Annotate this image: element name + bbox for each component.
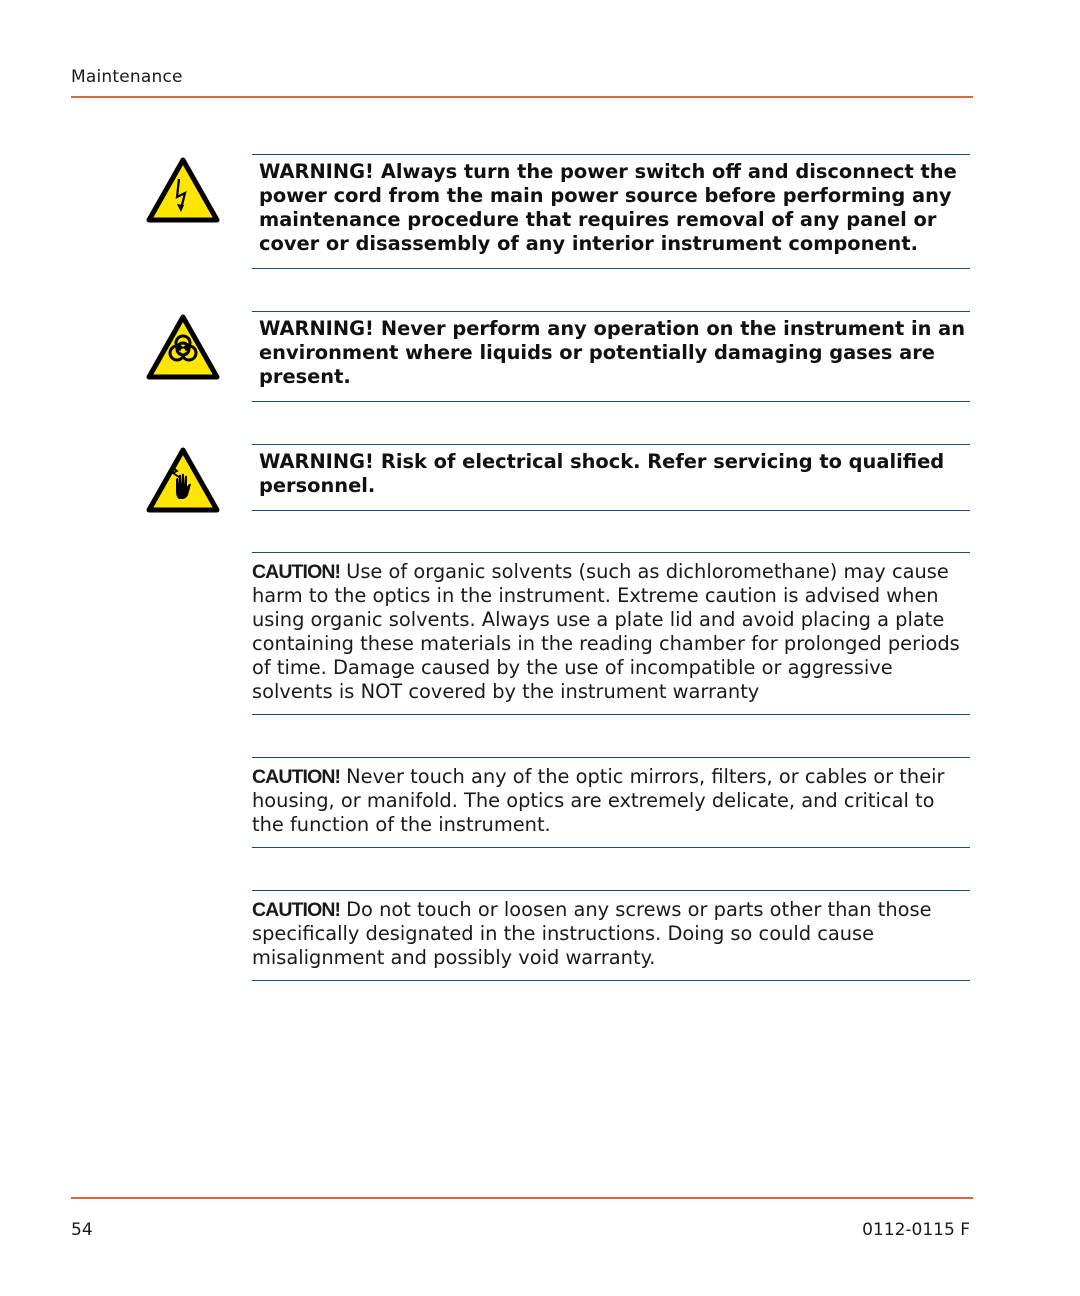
caution-label: CAUTION! xyxy=(252,766,341,788)
caution-notice xyxy=(252,757,970,848)
caution-notice xyxy=(252,552,970,715)
caution-label: CAUTION! xyxy=(252,561,341,583)
warning-notice xyxy=(252,154,970,269)
page-number: 54 xyxy=(71,1220,93,1240)
caution-text: Never touch any of the optic mirrors, filters, or cables or their housing, or manifold. The optics are extremely delicate, and critical to the function of the instrument. xyxy=(252,765,945,836)
header-rule xyxy=(71,96,973,98)
warning-label: WARNING! xyxy=(259,160,374,183)
caution-notice xyxy=(252,890,970,981)
caution-text: Use of organic solvents (such as dichloromethane) may cause harm to the optics in the instrument. Extreme caution is advised when using organic solvents. Always use a plate lid and avoid placing a plate containing these materials in the reading chamber for prolonged periods of time. Damage caused by the use of incompatible or aggressive solvents is NOT covered by the instrument warranty xyxy=(252,560,960,703)
warning-label: WARNING! xyxy=(259,450,374,473)
electrical-hazard-icon xyxy=(146,157,220,223)
warning-notice xyxy=(252,444,970,511)
document-id: 0112-0115 F xyxy=(862,1220,970,1240)
footer-rule xyxy=(71,1197,973,1199)
biohazard-icon xyxy=(146,314,220,380)
warning-text: Always turn the power switch off and disconnect the power cord from the main power source before performing any maintenance procedure that requires removal of any panel or cover or disassembly of any interior instrument component. xyxy=(259,160,957,255)
warning-text: Risk of electrical shock. Refer servicing to qualified personnel. xyxy=(259,450,945,497)
shock-hazard-icon xyxy=(146,447,220,513)
warning-label: WARNING! xyxy=(259,317,374,340)
warning-notice xyxy=(252,311,970,402)
running-header: Maintenance xyxy=(71,67,183,87)
warning-text: Never perform any operation on the instrument in an environment where liquids or potentially damaging gases are present. xyxy=(259,317,966,388)
caution-text: Do not touch or loosen any screws or parts other than those specifically designated in the instructions. Doing so could cause misalignment and possibly void warranty. xyxy=(252,898,932,969)
caution-label: CAUTION! xyxy=(252,899,341,921)
